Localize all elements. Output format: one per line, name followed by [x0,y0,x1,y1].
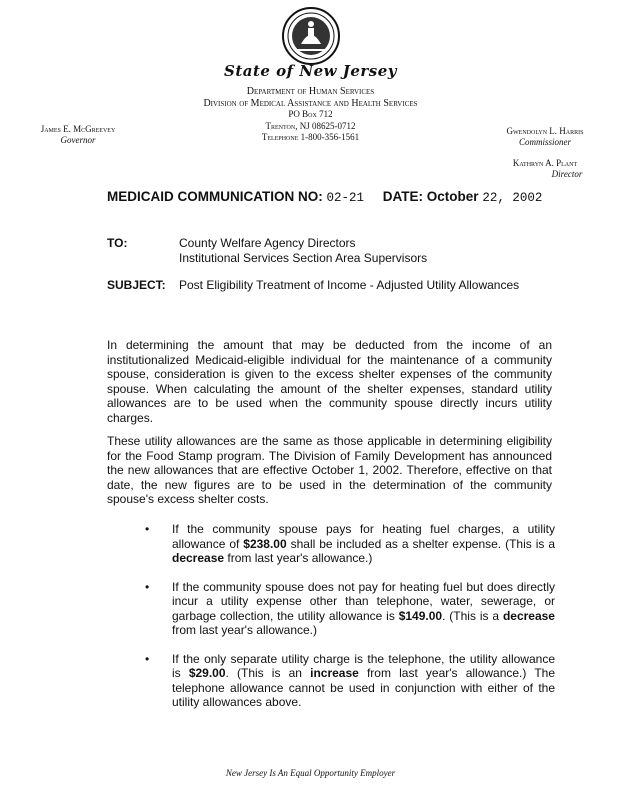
footer-note: New Jersey Is An Equal Opportunity Employer [225,768,396,778]
subject-text: Post Eligibility Treatment of Income - Adjusted Utility Allowances [179,278,520,292]
body-paragraph-1: In determining the amount that may be deducted from the income of an institutionalized Medicaid-eligible individual for the maintenance of a community spouse, consideration is given to the excess shelter expenses of the community spouse. When calculating the amount of the shelter expenses, standard utility allowances are to be used when the community spouse directly incurs utility charges. [107,338,552,425]
allowance-list [145,522,555,724]
allowance-amount: $238.00 [243,536,287,551]
allowance-amount: $149.00 [398,608,443,623]
director-name: Kathryn A. Plant [512,158,578,168]
allowance-change: decrease [172,551,225,565]
allowance-change: decrease [502,608,555,623]
list-item: • If the only separate utility charge is the telephone, the utility allowance is $29.00. (This is an increase from last year's allowance.) The telephone allowance cannot be used in conjunction with either of the utility allowances above. [145,651,555,709]
state-name: State of New Jersey [224,62,397,80]
commissioner-title: Commissioner [518,137,571,147]
telephone-line: Telephone 1-800-356-1561 [261,132,360,142]
commissioner-name: Gwendolyn L. Harris [506,126,584,136]
to-label: TO: [107,236,128,250]
governor-title: Governor [60,135,96,145]
communication-header [107,189,542,205]
subject-label: SUBJECT: [107,278,166,292]
communication-date: 22, 2002 [482,191,543,205]
to-recipient: County Welfare Agency Directors [179,236,356,250]
allowance-amount: $29.00 [188,666,226,680]
communication-number: 02-21 [326,191,365,205]
to-recipient: Institutional Services Section Area Supervisors [179,251,428,265]
division-name: Division of Medical Assistance and Health Services [203,97,418,109]
communication-number-label: MEDICAID COMMUNICATION NO: [107,189,323,204]
department-name: Department of Human Services [246,86,375,97]
director-title: Director [551,169,583,179]
body-paragraph-2: These utility allowances are the same as those applicable in determining eligibility for the Food Stamp program. The Division of Family Development has announced the new allowances that are effective October 1, 2002. Therefore, effective on that date, the new figures are to be used in the determination of the community spouse's excess shelter costs. [107,434,552,506]
po-box: PO Box 712 [288,109,333,119]
list-item: • If the community spouse pays for heating fuel charges, a utility allowance of $238.00 shall be included as a shelter expense. (This is a decrease from last year's allowance.) [145,522,555,565]
governor-block [18,124,138,146]
communication-date-month: October [426,189,479,204]
to-section [107,236,621,266]
city-line: Trenton, NJ 08625-0712 [265,120,356,131]
subject-section [107,278,621,294]
state-seal-icon [281,6,341,66]
commissioner-block [475,126,615,180]
communication-date-label: DATE: [382,189,424,204]
allowance-change: increase [310,666,359,680]
bullet-icon: • [145,522,150,536]
list-item: • If the community spouse does not pay for heating fuel but does directly incur a utility expense other than telephone, water, sewerage, or garbage collection, the utility allowance is $149.00. (This is a decrease from last year's allowance.) [145,579,555,637]
governor-name: James E. McGreevey [40,124,116,134]
bullet-icon: • [145,579,150,594]
bullet-icon: • [145,651,150,666]
